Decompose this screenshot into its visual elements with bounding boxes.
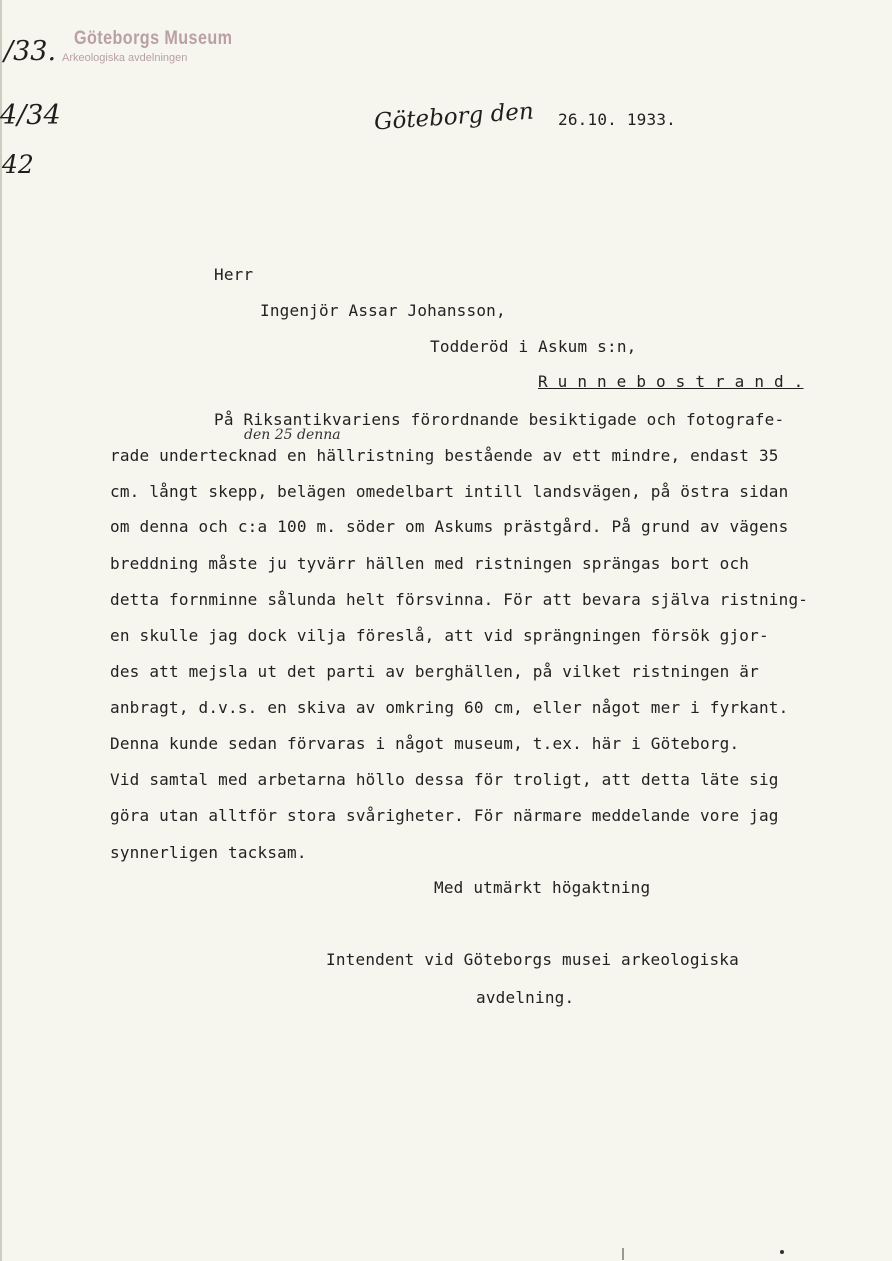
body-line: des att mejsla ut det parti av berghällen, på vilket ristningen är bbox=[110, 662, 759, 681]
address-name: Ingenjör Assar Johansson, bbox=[260, 301, 506, 320]
salutation: Herr bbox=[214, 265, 254, 284]
bottom-edge-mark bbox=[780, 1250, 784, 1254]
body-line: en skulle jag dock vilja föreslå, att vid sprängningen försök gjor- bbox=[110, 626, 769, 645]
body-line: Denna kunde sedan förvaras i något museum, t.ex. här i Göteborg. bbox=[110, 734, 740, 753]
address-town: R u n n e b o s t r a n d . bbox=[538, 372, 804, 391]
signature-title: Intendent vid Göteborgs musei arkeologiska bbox=[326, 950, 739, 969]
body-line: om denna och c:a 100 m. söder om Askums prästgård. På grund av vägens bbox=[110, 517, 789, 536]
letter-date: 26.10. 1933. bbox=[558, 110, 676, 129]
body-line: anbragt, d.v.s. en skiva av omkring 60 cm, eller något mer i fyrkant. bbox=[110, 698, 789, 717]
handwritten-place: Göteborg den bbox=[373, 98, 535, 136]
body-line: rade undertecknad en hällristning bestående av ett mindre, endast 35 bbox=[110, 446, 779, 465]
body-line: göra utan alltför stora svårigheter. För närmare meddelande vore jag bbox=[110, 806, 779, 825]
signature-department: avdelning. bbox=[476, 988, 575, 1007]
stamp-line-2: Arkeologiska avdelningen bbox=[62, 52, 188, 64]
body-line: detta fornminne sålunda helt försvinna. För att bevara själva ristning- bbox=[110, 590, 809, 609]
margin-note-1: /33. bbox=[4, 36, 57, 67]
address-place: Todderöd i Askum s:n, bbox=[430, 337, 637, 356]
body-line: synnerligen tacksam. bbox=[110, 843, 307, 862]
stamp-line-1: Göteborgs Museum bbox=[74, 28, 233, 49]
body-line: Vid samtal med arbetarna höllo dessa för troligt, att detta läte sig bbox=[110, 770, 779, 789]
museum-stamp bbox=[62, 28, 260, 64]
body-line: breddning måste ju tyvärr hällen med ristningen sprängas bort och bbox=[110, 554, 750, 573]
body-line: På Riksantikvariens förordnande besiktigade och fotografe- bbox=[214, 410, 785, 429]
body-line: cm. långt skepp, belägen omedelbart intill landsvägen, på östra sidan bbox=[110, 482, 789, 501]
closing: Med utmärkt högaktning bbox=[434, 878, 651, 897]
handwritten-insertion: den 25 denna bbox=[244, 427, 341, 443]
margin-note-2: 4/34 bbox=[0, 100, 61, 131]
bottom-edge-mark bbox=[622, 1248, 624, 1260]
margin-note-3: 42 bbox=[2, 150, 34, 179]
